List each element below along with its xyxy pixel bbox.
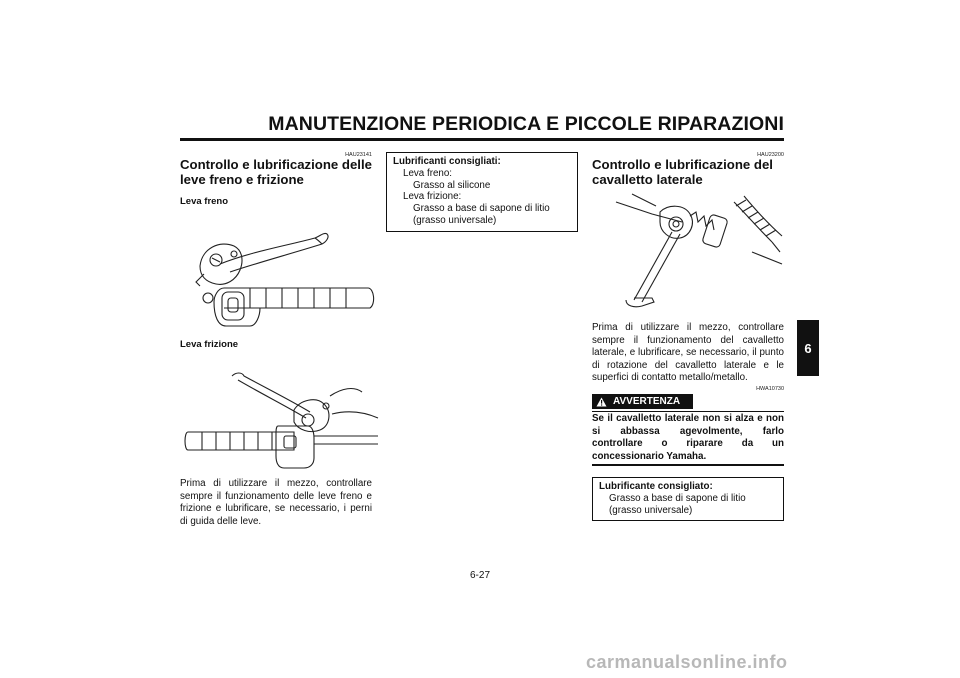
section-code: HAU23141 — [345, 152, 372, 158]
warning-label: AVVERTENZA — [613, 396, 681, 407]
lubricants-box-title: Lubrificanti consigliati: — [393, 156, 501, 167]
warning-icon — [596, 397, 607, 407]
section-code: HAU23200 — [757, 152, 784, 158]
brake-lever-illustration — [190, 226, 380, 330]
warning-rule-bottom — [592, 464, 784, 466]
clutch-lever-illustration — [182, 366, 380, 470]
section-heading: Controllo e lubrificazione del cavalletto laterale — [592, 157, 773, 187]
lubricant-line: Grasso a base di sapone di litio — [609, 492, 746, 504]
watermark: carmanualsonline.info — [586, 652, 788, 672]
sidestand-illustration — [612, 192, 784, 316]
warning-code: HWA10730 — [756, 386, 784, 392]
warning-text: Se il cavalletto laterale non si alza e non si abbassa agevolmente, farlo controllare o riparare da un concessionario Yamaha. — [592, 413, 784, 462]
lubricants-box — [386, 152, 578, 232]
lubricant-line: (grasso universale) — [609, 504, 693, 516]
lubricants-line: Leva freno: — [403, 167, 453, 179]
lubricants-line: Leva frizione: — [403, 191, 462, 203]
lubricants-line: (grasso universale) — [413, 214, 497, 226]
clutch-lever-label: Leva frizione — [180, 339, 239, 350]
sidestand-body: Prima di utilizzare il mezzo, controllare sempre il funzionamento del cavalletto laterale, e lubrificare, se necessario, il punto di rotazione del cavalletto laterale e le superfici di contatto metallo/metallo. — [592, 322, 784, 384]
warning-rule — [592, 411, 784, 412]
chapter-tab[interactable]: 6 — [797, 320, 819, 376]
warning-badge — [592, 394, 693, 409]
page-header-title: MANUTENZIONE PERIODICA E PICCOLE RIPARAZIONI — [268, 113, 784, 135]
page-number: 6-27 — [469, 570, 490, 581]
header-rule — [180, 138, 784, 141]
lubricants-line: Grasso al silicone — [413, 179, 491, 191]
lubricant-box-title: Lubrificante consigliato: — [599, 481, 713, 492]
brake-lever-label: Leva freno — [180, 196, 229, 207]
brake-clutch-body: Prima di utilizzare il mezzo, controllare sempre il funzionamento delle leve freno e frizione e lubrificare, se necessario, i perni di guida delle leve. — [180, 478, 372, 527]
lubricants-line: Grasso a base di sapone di litio — [413, 203, 550, 215]
lubricant-box — [592, 477, 784, 521]
section-heading: Controllo e lubrificazione delle leve freno e frizione — [180, 157, 372, 187]
